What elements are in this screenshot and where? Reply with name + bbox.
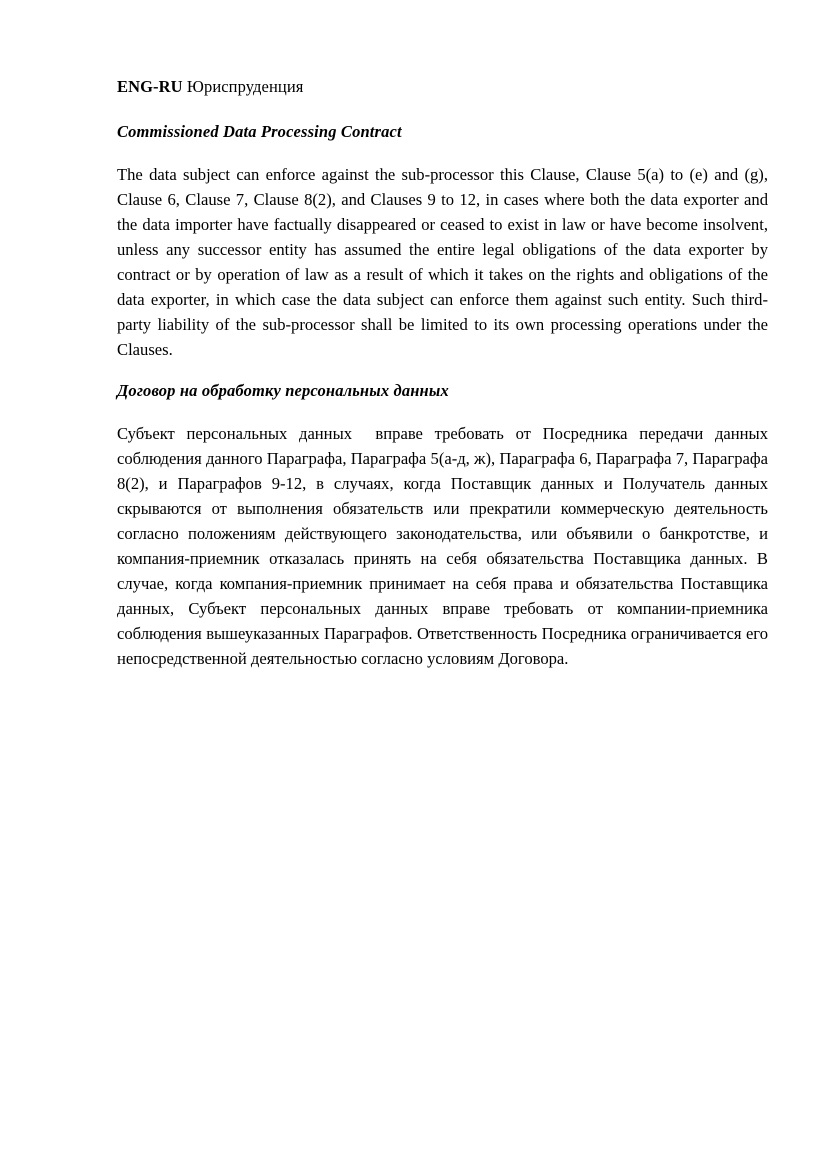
page-title-domain: Юриспруденция [182,77,304,96]
section-heading-russian: Договор на обработку персональных данных [117,381,449,401]
page-title-language-pair: ENG-RU [117,77,183,96]
document-content [117,76,773,671]
page-title [117,76,768,98]
section-body-english: The data subject can enforce against the sub-processor this Clause, Clause 5(a) to (e) and (g), Clause 6, Clause 7, Clause 8(2), and Clauses 9 to 12, in cases where both the data exporter and the data importer have factually disappeared or ceased to exist in law or have become insolvent, unless any successor entity has assumed the entire legal obligations of the data exporter by contract or by operation of law as a result of which it takes on the rights and obligations of the data exporter, in which case the data subject can enforce them against such entity. Such third-party liability of the sub-processor shall be limited to its own processing operations under the Clauses. [117,164,773,360]
section-body-russian: Субъект персональных данных вправе требовать от Посредника передачи данных соблюдения данного Параграфа, Параграфа 5(а-д, ж), Параграфа 6, Параграфа 7, Параграфа 8(2), и Параграфов 9-12, в случаях, когда Поставщик данных и Получатель данных скрываются от выполнения обязательств или прекратили коммерческую деятельность согласно положениям действующего законодательства, или объявили о банкротстве, и компания-приемник отказалась принять на себя обязательства Поставщика данных. В случае, когда компания-приемник принимает на себя права и обязательства Поставщика данных, Субъект персональных данных вправе требовать от компании-приемника соблюдения вышеуказанных Параграфов. Ответственность Посредника ограничивается его непосредственной деятельностью согласно условиям Договора. [117,423,773,669]
section-heading-english: Commissioned Data Processing Contract [117,122,402,142]
